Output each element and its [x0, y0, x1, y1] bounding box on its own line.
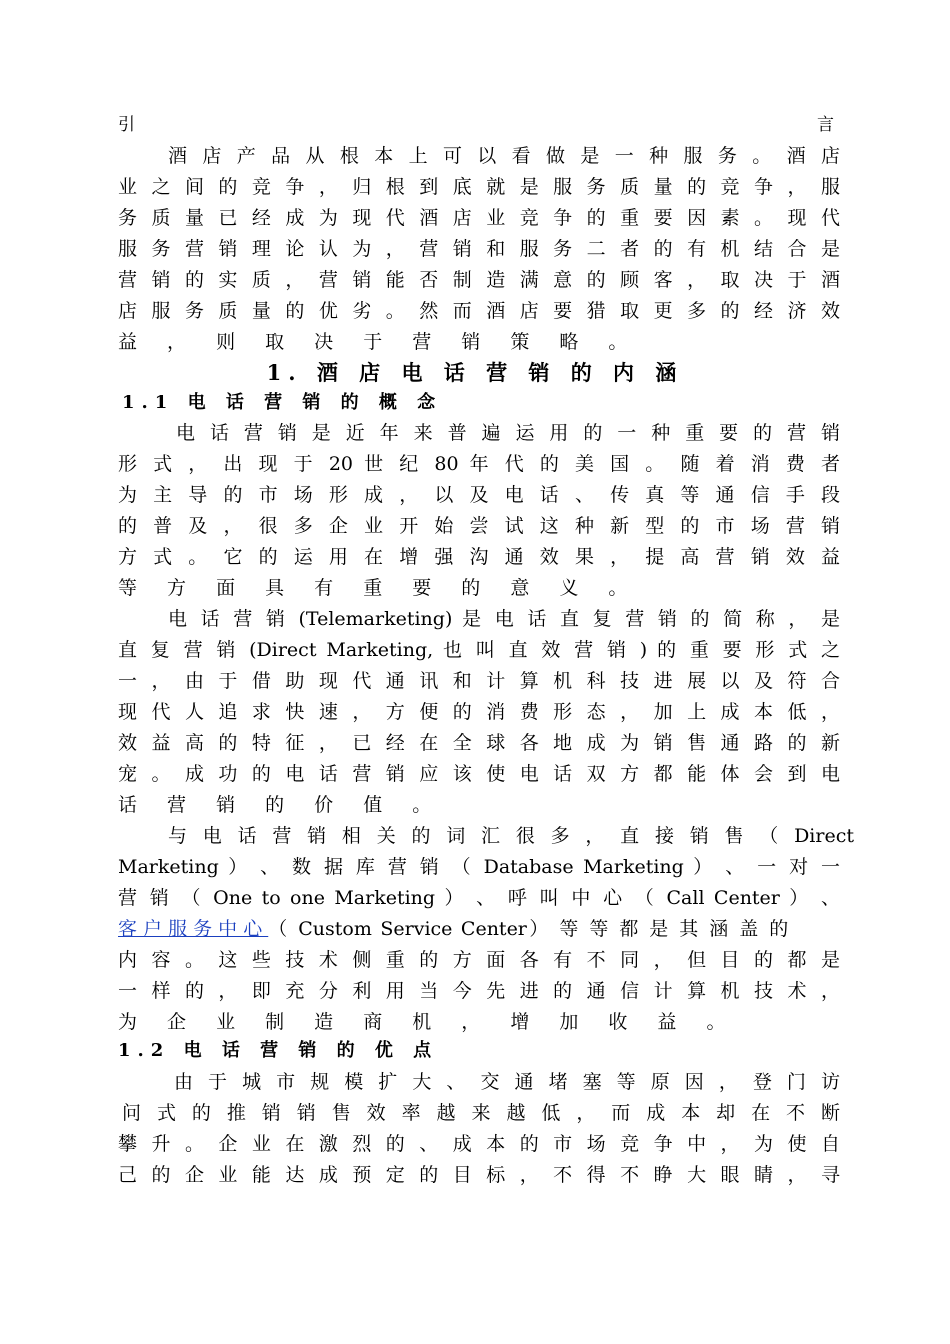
s11-p3-line-6: 一 样 的 ， 即 充 分 利 用 当 今 先 进 的 通 信 计 算 机 技 术 ， — [118, 980, 840, 1002]
s12-p1-line-1: 由 于 城 市 规 模 扩 大 、 交 通 堵 塞 等 原 因 ， 登 门 访 — [174, 1071, 840, 1093]
s12-p1-line-4: 己 的 企 业 能 达 成 预 定 的 目 标 ， 不 得 不 睁 大 眼 睛 ， 寻 — [118, 1164, 840, 1186]
s12-p1-line-2: 问 式 的 推 销 销 售 效 率 越 来 越 低 ， 而 成 本 却 在 不 断 — [122, 1102, 840, 1124]
intro-line-3: 务 质 量 已 经 成 为 现 代 酒 店 业 竞 争 的 重 要 因 素 。 现 代 — [118, 207, 840, 229]
s11-p1-line-3: 为 主 导 的 市 场 形 成 ， 以 及 电 话 、 传 真 等 通 信 手 段 — [118, 484, 840, 506]
s12-p1-line-3: 攀 升 。 企 业 在 激 烈 的 、 成 本 的 市 场 竞 争 中 ， 为 使 自 — [118, 1133, 840, 1155]
intro-line-1: 酒 店 产 品 从 根 本 上 可 以 看 做 是 一 种 服 务 。 酒 店 — [168, 145, 840, 167]
customer-service-center-link[interactable]: 客 户 服 务 中 心 — [118, 918, 269, 940]
intro-line-2: 业 之 间 的 竞 争 ， 归 根 到 底 就 是 服 务 质 量 的 竞 争 ， 服 — [118, 176, 840, 198]
s11-p2-line-3: 一 ， 由 于 借 助 现 代 通 讯 和 计 算 机 科 技 进 展 以 及 符 合 — [118, 670, 840, 692]
s11-p1-line-2: 形 式 ， 出 现 于 20 世 纪 80 年 代 的 美 国 。 随 着 消 费 者 — [118, 453, 840, 475]
s11-p3-line-2: Marketing ） 、 数 据 库 营 销 （ Database Marketing ） 、 一 对 一 — [118, 856, 840, 878]
s11-p1-line-4: 的 普 及 ， 很 多 企 业 开 始 尝 试 这 种 新 型 的 市 场 营 销 — [118, 515, 840, 537]
s11-p1-line-1: 电 话 营 销 是 近 年 来 普 遍 运 用 的 一 种 重 要 的 营 销 — [176, 422, 840, 444]
s11-p2-line-5: 效 益 高 的 特 征 ， 已 经 在 全 球 各 地 成 为 销 售 通 路 的 新 — [118, 732, 840, 754]
section-1-2-heading: 1.2 电 话 营 销 的 优 点 — [118, 1040, 439, 1061]
s11-p3-line-1: 与 电 话 营 销 相 关 的 词 汇 很 多 ， 直 接 销 售 （ Direct — [168, 825, 854, 847]
s11-p2-line-4: 现 代 人 追 求 快 速 ， 方 便 的 消 费 形 态 ， 加 上 成 本 低 ， — [118, 701, 840, 723]
intro-label: 引 言 — [118, 115, 840, 135]
s11-p3-line-5: 内 容 。 这 些 技 术 侧 重 的 方 面 各 有 不 同 ， 但 目 的 都 是 — [118, 949, 840, 971]
s11-p1-line-6: 等 方 面 具 有 重 要 的 意 义 。 — [118, 577, 640, 599]
intro-line-7: 益 ， 则 取 决 于 营 销 策 略 。 — [118, 331, 640, 353]
s11-p3-line-7: 为 企 业 制 造 商 机 ， 增 加 收 益 。 — [118, 1011, 738, 1033]
s11-p3-line-4-rest: （ Custom Service Center） 等 等 都 是 其 涵 盖 的 — [268, 918, 789, 940]
s11-p3-line-3: 营 销 （ One to one Marketing ） 、 呼 叫 中 心 （ Call Center ） 、 — [118, 887, 840, 909]
intro-line-6: 店 服 务 质 量 的 优 劣 。 然 而 酒 店 要 猎 取 更 多 的 经 济 效 — [118, 300, 840, 322]
intro-line-4: 服 务 营 销 理 论 认 为 ， 营 销 和 服 务 二 者 的 有 机 结 合 是 — [118, 238, 840, 260]
s11-p2-line-7: 话 营 销 的 价 值 。 — [118, 794, 444, 816]
section-1-1-heading: 1.1 电 话 营 销 的 概 念 — [122, 392, 443, 413]
s11-p3-line-4 — [118, 914, 840, 945]
intro-line-5: 营 销 的 实 质 ， 营 销 能 否 制 造 满 意 的 顾 客 ， 取 决 于 酒 — [118, 269, 840, 291]
s11-p2-line-2: 直 复 营 销 (Direct Marketing, 也 叫 直 效 营 销 ) 的 重 要 形 式 之 — [118, 639, 840, 661]
section-1-heading: 1. 酒 店 电 话 营 销 的 内 涵 — [266, 360, 684, 385]
s11-p2-line-1: 电 话 营 销 (Telemarketing) 是 电 话 直 复 营 销 的 简 称 ， 是 — [168, 608, 840, 630]
s11-p2-line-6: 宠 。 成 功 的 电 话 营 销 应 该 使 电 话 双 方 都 能 体 会 到 电 — [118, 763, 840, 785]
s11-p1-line-5: 方 式 。 它 的 运 用 在 增 强 沟 通 效 果 ， 提 高 营 销 效 益 — [118, 546, 840, 568]
